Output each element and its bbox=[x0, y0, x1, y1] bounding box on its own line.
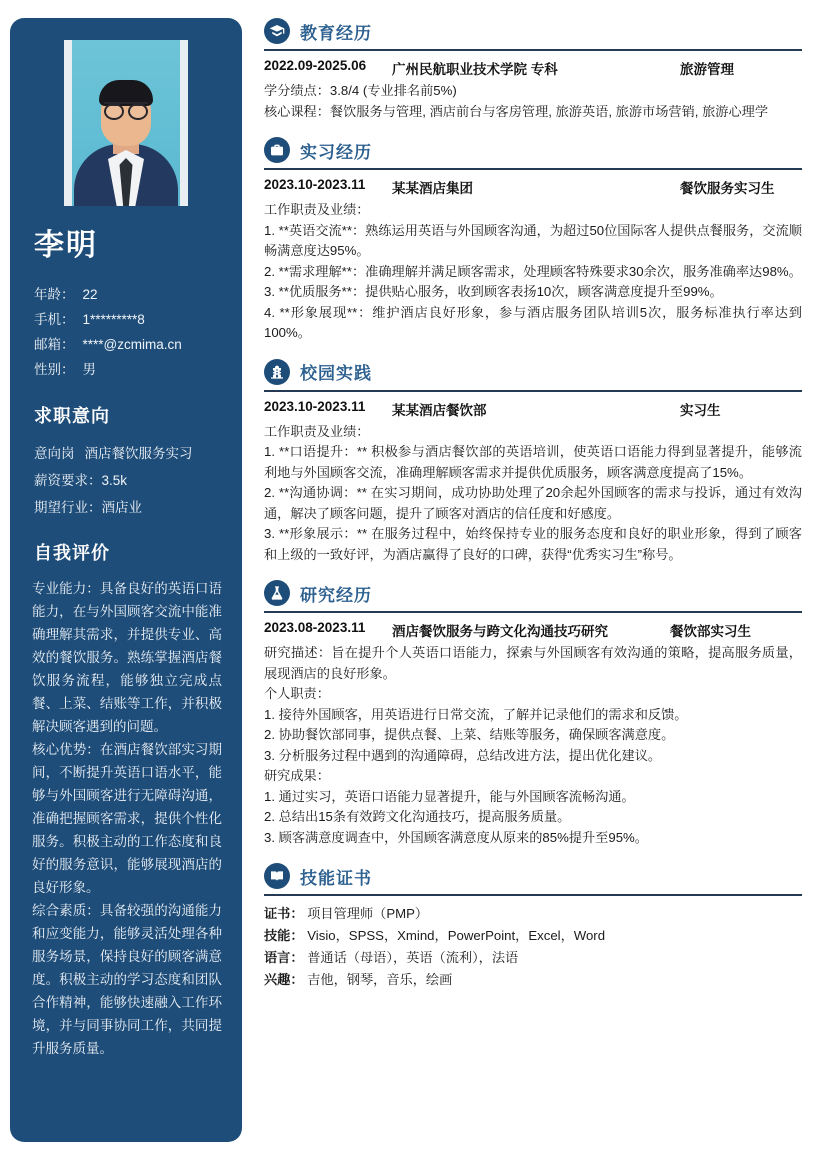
campus-entry-header bbox=[264, 399, 802, 419]
section-header bbox=[264, 359, 802, 385]
section-title: 技能证书 bbox=[300, 868, 372, 888]
research-entry-header bbox=[264, 620, 802, 640]
section-header bbox=[264, 863, 802, 889]
contact-value: 男 bbox=[82, 362, 96, 377]
candidate-name: 李明 bbox=[34, 229, 98, 262]
skills-label: 语言： bbox=[264, 950, 304, 965]
research-line: 1. 接待外国顾客，用英语进行日常交流，了解并记录他们的需求和反馈。 bbox=[264, 706, 688, 722]
skills-row-certificate bbox=[264, 903, 802, 925]
skills-value: 项目管理师（PMP） bbox=[307, 906, 429, 921]
campus-line: 工作职责及业绩： bbox=[264, 423, 370, 439]
research-line: 个人职责： bbox=[264, 686, 330, 701]
research-line: 2. 总结出15条有效跨文化沟通技巧，提高服务质量。 bbox=[264, 809, 571, 824]
job-intent-industry bbox=[28, 494, 224, 521]
research-line: 3. 顾客满意度调查中，外国顾客满意度从原来的85%提升至95%。 bbox=[264, 829, 648, 845]
entry-role: 餐饮部实习生 bbox=[670, 624, 751, 639]
contact-label: 邮箱： bbox=[34, 337, 75, 352]
section-title: 教育经历 bbox=[300, 23, 372, 43]
internship-entry-header bbox=[264, 177, 802, 197]
contact-label: 性别： bbox=[34, 362, 75, 377]
job-intent-label: 薪资要求： bbox=[34, 473, 102, 488]
contact-row-email bbox=[34, 332, 224, 357]
contact-value: 1*********8 bbox=[82, 312, 145, 327]
section-title: 实习经历 bbox=[300, 142, 372, 162]
self-eval-paragraph: 专业能力：具备良好的英语口语能力，在与外国顾客交流中能准确理解其需求，并提供专业、高效的餐饮服务。熟练掌握酒店餐饮服务流程，能够独立完成点餐、上菜、结账等工作，并积极解决顾客遇到的问题。 bbox=[32, 581, 222, 734]
section-header bbox=[264, 18, 802, 44]
skills-label: 兴趣： bbox=[264, 972, 304, 987]
section-divider bbox=[264, 49, 802, 51]
self-eval-paragraph: 综合素质：具备较强的沟通能力和应变能力，能够灵活处理各种服务场景，保持良好的顾客满意度。积极主动的学习态度和团队合作精神，能够快速融入工作环境，并与同事协同工作，共同提升服务质量。 bbox=[32, 903, 222, 1056]
research-line: 2. 协助餐饮部同事，提供点餐、上菜、结账等服务，确保顾客满意度。 bbox=[264, 727, 675, 742]
internship-line: 工作职责及业绩： bbox=[264, 202, 370, 217]
section-skills bbox=[264, 863, 802, 991]
section-header bbox=[264, 137, 802, 163]
entry-date: 2023.10-2023.11 bbox=[264, 398, 366, 414]
entry-organization: 某某酒店餐饮部 bbox=[392, 402, 487, 418]
research-line: 1. 通过实习，英语口语能力显著提升，能与外国顾客流畅沟通。 bbox=[264, 788, 635, 804]
job-intent-value: 酒店餐饮服务实习 bbox=[84, 446, 193, 461]
section-divider bbox=[264, 168, 802, 170]
section-campus-practice bbox=[264, 359, 802, 566]
contact-row-age bbox=[34, 282, 224, 307]
entry-organization: 某某酒店集团 bbox=[392, 181, 473, 196]
research-line: 3. 分析服务过程中遇到的沟通障碍，总结改进方法，提出优化建议。 bbox=[264, 747, 662, 763]
internship-line: 1. **英语交流**：熟练运用英语与外国顾客沟通，为超过50位国际客人提供点餐服务，交流顺畅满意度达95%。 bbox=[264, 222, 802, 258]
campus-line: 2. **沟通协调：** 在实习期间，成功协助处理了20余起外国顾客的需求与投诉，通过有效沟通，解决了顾客问题，提升了顾客对酒店的信任度和好感度。 bbox=[264, 485, 802, 521]
skills-value: Visio，SPSS，Xmind，PowerPoint，Excel，Word bbox=[307, 928, 606, 943]
skills-row-skills bbox=[264, 925, 802, 947]
contact-label: 手机： bbox=[34, 312, 75, 327]
section-research bbox=[264, 580, 802, 848]
skills-value: 普通话（母语），英语（流利），法语 bbox=[307, 950, 519, 965]
section-divider bbox=[264, 611, 802, 613]
flask-icon bbox=[264, 580, 290, 606]
section-header bbox=[264, 580, 802, 606]
job-intent-value: 酒店业 bbox=[101, 500, 142, 515]
education-entry-header bbox=[264, 58, 802, 78]
portrait-photo bbox=[72, 40, 180, 206]
education-line: 核心课程：餐饮服务与管理, 酒店前台与客房管理, 旅游英语, 旅游市场营销, 旅游心理学 bbox=[264, 103, 769, 119]
main-content bbox=[242, 18, 802, 1142]
self-eval-title: 自我评价 bbox=[34, 543, 110, 563]
entry-role: 餐饮服务实习生 bbox=[680, 181, 775, 196]
campus-line: 3. **形象展示：** 在服务过程中，始终保持专业的服务态度和良好的职业形象，得到了顾客和上级的一致好评，为酒店赢得了良好的口碑，获得“优秀实习生”称号。 bbox=[264, 526, 802, 562]
research-line: 研究成果： bbox=[264, 768, 330, 783]
education-line: 学分绩点：3.8/4 (专业排名前5%) bbox=[264, 83, 457, 98]
contact-row-phone bbox=[34, 307, 224, 332]
campus-line: 1. **口语提升：** 积极参与酒店餐饮部的英语培训，使英语口语能力得到显著提升，能够流利地与外国顾客交流，准确理解顾客需求并提供优质服务，顾客满意度提高了15%。 bbox=[264, 444, 802, 480]
open-book-icon bbox=[264, 863, 290, 889]
skills-row-interests bbox=[264, 969, 802, 991]
graduation-cap-icon bbox=[264, 18, 290, 44]
contact-list bbox=[28, 282, 224, 382]
portrait-glasses-icon bbox=[104, 102, 148, 118]
skills-row-languages bbox=[264, 947, 802, 969]
contact-row-gender bbox=[34, 357, 224, 382]
contact-value: ****@zcmima.cn bbox=[82, 337, 182, 352]
section-divider bbox=[264, 390, 802, 392]
skills-label: 技能： bbox=[264, 928, 304, 943]
contact-value: 22 bbox=[82, 287, 98, 302]
section-title: 研究经历 bbox=[300, 585, 372, 605]
entry-date: 2022.09-2025.06 bbox=[264, 58, 367, 73]
job-intent-salary bbox=[28, 467, 224, 494]
entry-date: 2023.08-2023.11 bbox=[264, 620, 366, 635]
entry-organization: 广州民航职业技术学院 专科 bbox=[392, 62, 558, 77]
briefcase-icon bbox=[264, 137, 290, 163]
internship-line: 3. **优质服务**：提供贴心服务，收到顾客表扬10次，顾客满意度提升至99%。 bbox=[264, 284, 723, 299]
research-line: 研究描述：旨在提升个人英语口语能力，探索与外国顾客有效沟通的策略，提高服务质量，展现酒店的良好形象。 bbox=[264, 645, 802, 681]
job-intent-label: 意向岗 bbox=[34, 446, 75, 461]
entry-organization: 酒店餐饮服务与跨文化沟通技巧研究 bbox=[392, 624, 608, 639]
section-divider bbox=[264, 894, 802, 896]
section-title: 校园实践 bbox=[300, 364, 372, 383]
job-intent-list bbox=[28, 440, 224, 521]
photo-frame bbox=[64, 40, 188, 206]
job-intent-position bbox=[28, 440, 224, 467]
sidebar bbox=[10, 18, 242, 1142]
job-intent-title: 求职意向 bbox=[34, 406, 110, 426]
skills-value: 吉他，钢琴，音乐，绘画 bbox=[307, 972, 453, 987]
internship-line: 2. **需求理解**：准确理解并满足顾客需求，处理顾客特殊要求30余次，服务准确率达98%。 bbox=[264, 263, 802, 279]
entry-role: 旅游管理 bbox=[680, 62, 734, 77]
section-internship bbox=[264, 137, 802, 344]
job-intent-value: 3.5k bbox=[101, 473, 128, 488]
photo-container bbox=[28, 40, 224, 206]
self-eval-paragraph: 核心优势：在酒店餐饮部实习期间，不断提升英语口语水平，能够与外国顾客进行无障碍沟通，准确把握顾客需求，提供个性化服务。积极主动的工作态度和良好的服务意识，能够展现酒店的良好形象。 bbox=[32, 742, 222, 895]
school-building-icon bbox=[264, 359, 290, 385]
contact-label: 年龄： bbox=[34, 287, 75, 302]
entry-role: 实习生 bbox=[680, 402, 721, 418]
self-eval-body bbox=[28, 577, 224, 1060]
entry-date: 2023.10-2023.11 bbox=[264, 177, 366, 192]
job-intent-label: 期望行业： bbox=[34, 500, 102, 515]
skills-label: 证书： bbox=[264, 906, 304, 921]
internship-line: 4. **形象展现**：维护酒店良好形象，参与酒店服务团队培训5次，服务标准执行率达到100%。 bbox=[264, 304, 802, 340]
section-education bbox=[264, 18, 802, 122]
